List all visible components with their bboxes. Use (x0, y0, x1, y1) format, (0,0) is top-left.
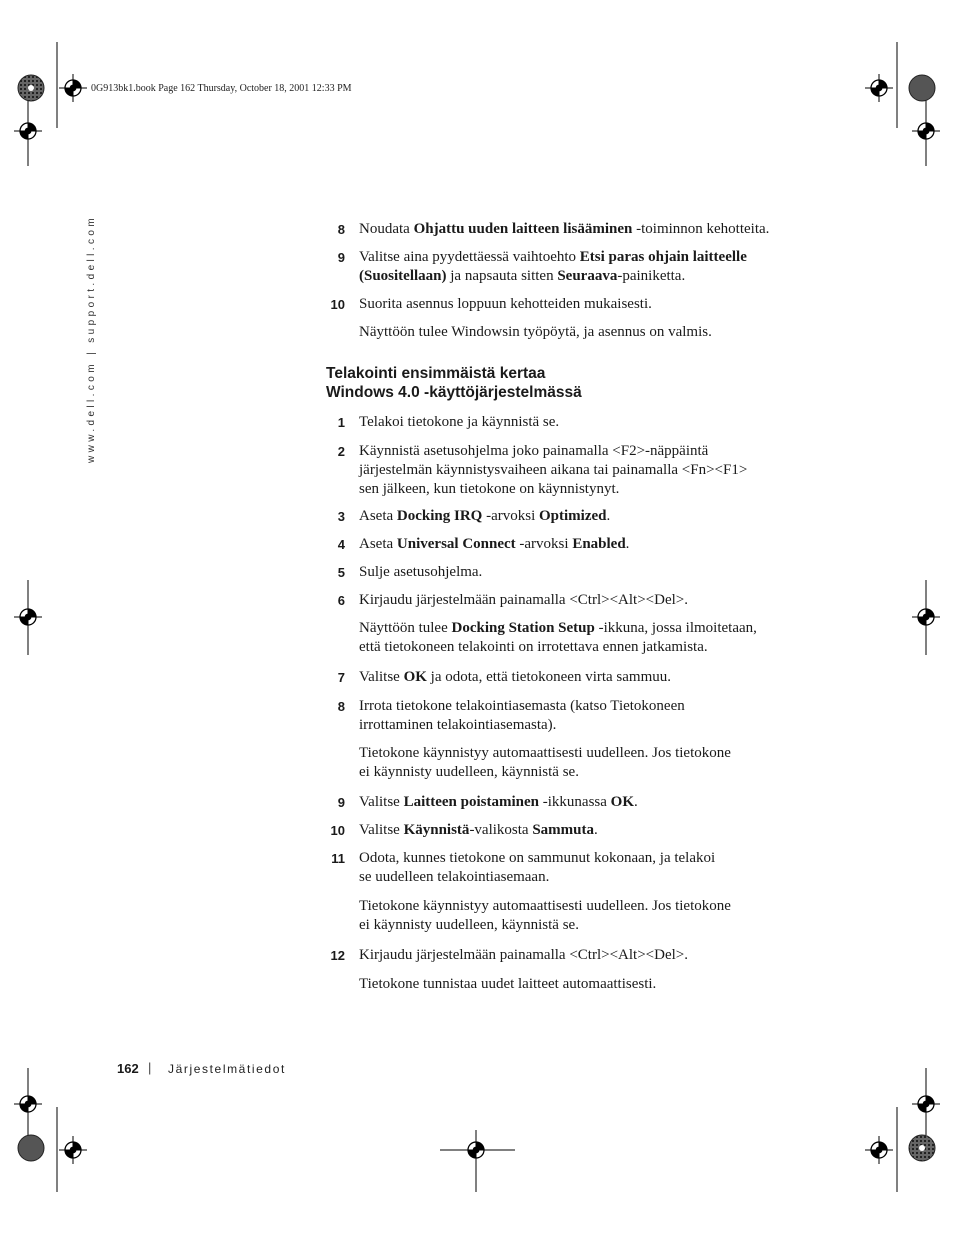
step-text: Odota, kunnes tietokone on sammunut kokonaan, ja telakoi se uudelleen telakointiasemaan. (359, 850, 716, 885)
step-text: Kirjaudu järjestelmään painamalla <Ctrl><Alt><Del>. (359, 947, 688, 963)
step-text: Valitse Laitteen poistaminen -ikkunassa OK. (359, 794, 638, 810)
step-note: Näyttöön tulee Docking Station Setup -ikkuna, jossa ilmoitetaan, että tietokoneen telakointi on irrotettava ennen jatkamista. (359, 620, 757, 655)
step-number: 1 (337, 415, 345, 430)
step-number: 7 (337, 670, 345, 685)
step-text: Valitse Käynnistä-valikosta Sammuta. (359, 822, 598, 838)
footer-separator: | (148, 1060, 152, 1075)
footer-section-title: Järjestelmätiedot (168, 1062, 286, 1076)
step-note: Näyttöön tulee Windowsin työpöytä, ja asennus on valmis. (359, 324, 712, 340)
step-text: Telakoi tietokone ja käynnistä se. (359, 414, 560, 430)
step-note: Tietokone käynnistyy automaattisesti uudelleen. Jos tietokone ei käynnisty uudelleen, käynnistä se. (359, 898, 731, 933)
side-url: www.dell.com | support.dell.com (86, 214, 97, 463)
step-number: 10 (330, 823, 345, 838)
step-text: Valitse aina pyydettäessä vaihtoehto Etsi paras ohjain laitteelle (Suositellaan) ja napsauta sitten Seuraava-painiketta. (359, 249, 747, 284)
step-text: Sulje asetusohjelma. (359, 564, 483, 580)
step-number: 8 (337, 699, 345, 714)
step-number: 12 (330, 948, 345, 963)
step-number: 6 (337, 593, 345, 608)
step-note: Tietokone käynnistyy automaattisesti uudelleen. Jos tietokone ei käynnisty uudelleen, käynnistä se. (359, 745, 731, 780)
book-header-info: 0G913bk1.book Page 162 Thursday, October 18, 2001 12:33 PM (91, 83, 352, 94)
step-number: 5 (337, 565, 345, 580)
step-text: Käynnistä asetusohjelma joko painamalla <F2>-näppäintä järjestelmän käynnistysvaiheen aikana tai painamalla <Fn><F1> sen jälkeen, kun tietokone on käynnistynyt. (359, 443, 748, 497)
step-number: 10 (330, 297, 345, 312)
step-text: Irrota tietokone telakointiasemasta (katso Tietokoneen irrottaminen telakointiasemasta). (359, 698, 685, 733)
step-text: Kirjaudu järjestelmään painamalla <Ctrl><Alt><Del>. (359, 592, 688, 608)
step-text: Suorita asennus loppuun kehotteiden mukaisesti. (359, 296, 652, 312)
step-text: Valitse OK ja odota, että tietokoneen virta sammuu. (359, 669, 672, 685)
step-number: 3 (337, 509, 345, 524)
step-note: Tietokone tunnistaa uudet laitteet automaattisesti. (359, 976, 657, 992)
step-text: Aseta Universal Connect -arvoksi Enabled. (359, 536, 630, 552)
step-number: 9 (337, 795, 345, 810)
step-number: 9 (337, 250, 345, 265)
step-number: 11 (331, 851, 345, 866)
step-text: Noudata Ohjattu uuden laitteen lisääminen -toiminnon kehotteita. (359, 221, 770, 237)
section-heading: Telakointi ensimmäistä kertaa Windows 4.0 -käyttöjärjestelmässä (326, 365, 582, 401)
step-number: 2 (337, 444, 345, 459)
step-text: Aseta Docking IRQ -arvoksi Optimized. (359, 508, 611, 524)
step-number: 8 (337, 222, 345, 237)
page-number: 162 (117, 1061, 139, 1076)
step-number: 4 (337, 537, 345, 552)
